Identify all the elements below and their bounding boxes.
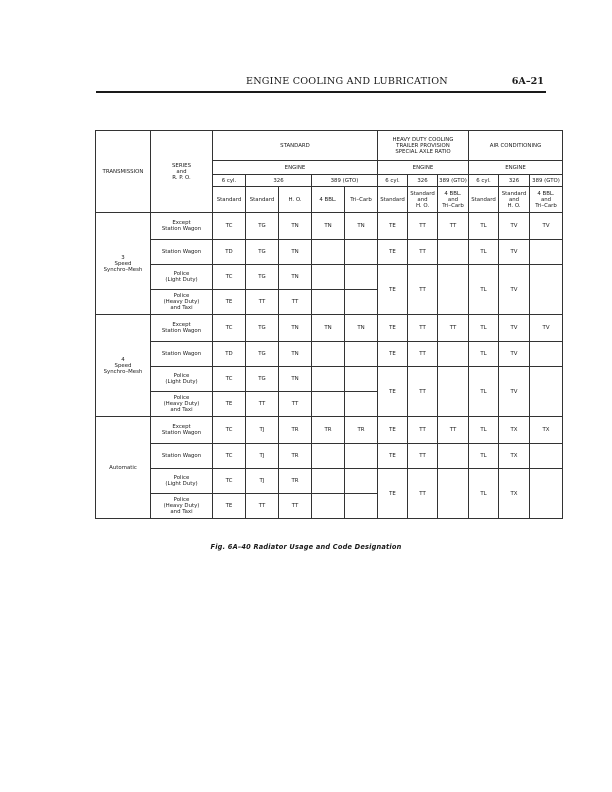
code-cell: TL bbox=[469, 444, 499, 469]
code-cell: TL bbox=[469, 265, 499, 315]
code-cell: TV bbox=[499, 240, 530, 265]
empty-cell bbox=[345, 367, 378, 392]
code-cell: TC bbox=[213, 213, 246, 240]
code-cell: TG bbox=[246, 265, 279, 290]
code-cell: TL bbox=[469, 469, 499, 519]
series-header: SERIES and R. P. O. bbox=[151, 131, 213, 213]
series-police-light-duty: Police (Light Duty) bbox=[151, 469, 213, 494]
empty-cell bbox=[345, 342, 378, 367]
code-cell: TE bbox=[213, 290, 246, 315]
empty-cell bbox=[345, 494, 378, 519]
empty-cell bbox=[530, 367, 563, 417]
code-cell: TT bbox=[438, 417, 469, 444]
carb-header: Standard bbox=[246, 187, 279, 213]
empty-cell bbox=[345, 392, 378, 417]
code-cell: TG bbox=[246, 213, 279, 240]
empty-cell bbox=[530, 444, 563, 469]
engine-326-header: 326 bbox=[499, 175, 530, 187]
code-cell: TR bbox=[279, 444, 312, 469]
code-cell: TT bbox=[246, 494, 279, 519]
empty-cell bbox=[345, 290, 378, 315]
code-cell: TV bbox=[499, 265, 530, 315]
empty-cell bbox=[312, 392, 345, 417]
engine-header: ENGINE bbox=[378, 161, 469, 175]
code-cell: TE bbox=[378, 367, 408, 417]
code-cell: TT bbox=[408, 315, 438, 342]
code-cell: TE bbox=[378, 417, 408, 444]
engine-389-header: 389 (GTO) bbox=[438, 175, 469, 187]
code-cell: TC bbox=[213, 417, 246, 444]
carb-header: Standard bbox=[213, 187, 246, 213]
code-cell: TR bbox=[312, 417, 345, 444]
code-cell: TT bbox=[408, 213, 438, 240]
code-cell: TT bbox=[408, 240, 438, 265]
code-cell: TJ bbox=[246, 444, 279, 469]
empty-cell bbox=[312, 342, 345, 367]
transmission-header: TRANSMISSION bbox=[96, 131, 151, 213]
series-except-station-wagon: Except Station Wagon bbox=[151, 417, 213, 444]
code-cell: TX bbox=[530, 417, 563, 444]
code-cell: TV bbox=[499, 315, 530, 342]
series-except-station-wagon: Except Station Wagon bbox=[151, 213, 213, 240]
engine-header: ENGINE bbox=[213, 161, 378, 175]
code-cell: TN bbox=[345, 315, 378, 342]
code-cell: TE bbox=[378, 265, 408, 315]
code-cell: TR bbox=[345, 417, 378, 444]
empty-cell bbox=[312, 367, 345, 392]
empty-cell bbox=[438, 469, 469, 519]
carb-header: Tri–Carb bbox=[345, 187, 378, 213]
empty-cell bbox=[530, 240, 563, 265]
transmission-3-speed: 3 Speed Synchro–Mesh bbox=[96, 213, 151, 315]
series-station-wagon: Station Wagon bbox=[151, 240, 213, 265]
empty-cell bbox=[312, 265, 345, 290]
code-cell: TN bbox=[279, 213, 312, 240]
code-cell: TC bbox=[213, 469, 246, 494]
code-cell: TV bbox=[499, 367, 530, 417]
code-cell: TN bbox=[279, 240, 312, 265]
code-cell: TR bbox=[279, 469, 312, 494]
series-police-heavy-duty: Police (Heavy Duty) and Taxi bbox=[151, 494, 213, 519]
code-cell: TT bbox=[438, 315, 469, 342]
transmission-4-speed: 4 Speed Synchro–Mesh bbox=[96, 315, 151, 417]
code-cell: TN bbox=[312, 315, 345, 342]
air-conditioning-group-header: AIR CONDITIONING bbox=[469, 131, 563, 161]
code-cell: TC bbox=[213, 367, 246, 392]
code-cell: TG bbox=[246, 240, 279, 265]
code-cell: TC bbox=[213, 444, 246, 469]
engine-389-header: 389 (GTO) bbox=[312, 175, 378, 187]
carb-header: Standard bbox=[378, 187, 408, 213]
code-cell: TT bbox=[279, 392, 312, 417]
code-cell: TV bbox=[499, 342, 530, 367]
heavy-duty-group-header: HEAVY DUTY COOLING TRAILER PROVISION SPECIAL AXLE RATIO bbox=[378, 131, 469, 161]
code-cell: TD bbox=[213, 342, 246, 367]
empty-cell bbox=[438, 265, 469, 315]
code-cell: TN bbox=[279, 367, 312, 392]
code-cell: TC bbox=[213, 315, 246, 342]
code-cell: TD bbox=[213, 240, 246, 265]
code-cell: TL bbox=[469, 240, 499, 265]
code-cell: TT bbox=[408, 367, 438, 417]
engine-6cyl-header: 6 cyl. bbox=[213, 175, 246, 187]
code-cell: TL bbox=[469, 315, 499, 342]
code-cell: TT bbox=[408, 444, 438, 469]
series-station-wagon: Station Wagon bbox=[151, 444, 213, 469]
carb-header: Standard bbox=[469, 187, 499, 213]
empty-cell bbox=[438, 444, 469, 469]
engine-326-header: 326 bbox=[246, 175, 312, 187]
page-header bbox=[96, 74, 546, 90]
code-cell: TT bbox=[408, 342, 438, 367]
empty-cell bbox=[345, 444, 378, 469]
code-cell: TN bbox=[279, 342, 312, 367]
empty-cell bbox=[438, 240, 469, 265]
code-cell: TG bbox=[246, 342, 279, 367]
code-cell: TN bbox=[279, 315, 312, 342]
code-cell: TX bbox=[499, 417, 530, 444]
code-cell: TE bbox=[213, 494, 246, 519]
code-cell: TV bbox=[530, 315, 563, 342]
empty-cell bbox=[312, 494, 345, 519]
empty-cell bbox=[312, 444, 345, 469]
empty-cell bbox=[312, 240, 345, 265]
code-cell: TT bbox=[408, 469, 438, 519]
code-cell: TE bbox=[378, 342, 408, 367]
empty-cell bbox=[345, 265, 378, 290]
code-cell: TV bbox=[530, 213, 563, 240]
code-cell: TT bbox=[408, 265, 438, 315]
code-cell: TT bbox=[408, 417, 438, 444]
code-cell: TE bbox=[213, 392, 246, 417]
page-number: 6A–21 bbox=[511, 76, 544, 87]
carb-header: H. O. bbox=[279, 187, 312, 213]
series-police-heavy-duty: Police (Heavy Duty) and Taxi bbox=[151, 392, 213, 417]
empty-cell bbox=[530, 342, 563, 367]
code-cell: TJ bbox=[246, 417, 279, 444]
code-cell: TG bbox=[246, 367, 279, 392]
empty-cell bbox=[530, 469, 563, 519]
figure-caption: Fig. 6A–40 Radiator Usage and Code Designation bbox=[210, 543, 402, 551]
section-title: ENGINE COOLING AND LUBRICATION bbox=[246, 76, 448, 87]
standard-group-header: STANDARD bbox=[213, 131, 378, 161]
code-cell: TC bbox=[213, 265, 246, 290]
code-cell: TG bbox=[246, 315, 279, 342]
series-except-station-wagon: Except Station Wagon bbox=[151, 315, 213, 342]
empty-cell bbox=[312, 469, 345, 494]
engine-6cyl-header: 6 cyl. bbox=[378, 175, 408, 187]
engine-389-header: 389 (GTO) bbox=[530, 175, 563, 187]
code-cell: TR bbox=[279, 417, 312, 444]
code-cell: TL bbox=[469, 213, 499, 240]
engine-6cyl-header: 6 cyl. bbox=[469, 175, 499, 187]
empty-cell bbox=[345, 240, 378, 265]
code-cell: TE bbox=[378, 469, 408, 519]
empty-cell bbox=[438, 342, 469, 367]
code-cell: TL bbox=[469, 342, 499, 367]
empty-cell bbox=[438, 367, 469, 417]
code-cell: TX bbox=[499, 444, 530, 469]
empty-cell bbox=[345, 469, 378, 494]
series-police-light-duty: Police (Light Duty) bbox=[151, 367, 213, 392]
carb-header: 4 BBL. and Tri–Carb bbox=[438, 187, 469, 213]
code-cell: TE bbox=[378, 213, 408, 240]
code-cell: TV bbox=[499, 213, 530, 240]
code-cell: TE bbox=[378, 315, 408, 342]
code-cell: TN bbox=[312, 213, 345, 240]
code-cell: TT bbox=[279, 290, 312, 315]
code-cell: TT bbox=[246, 392, 279, 417]
code-cell: TT bbox=[246, 290, 279, 315]
series-station-wagon: Station Wagon bbox=[151, 342, 213, 367]
radiator-usage-table bbox=[95, 130, 563, 519]
series-police-light-duty: Police (Light Duty) bbox=[151, 265, 213, 290]
carb-header: 4 BBL. bbox=[312, 187, 345, 213]
header-rule bbox=[96, 91, 546, 93]
series-police-heavy-duty: Police (Heavy Duty) and Taxi bbox=[151, 290, 213, 315]
engine-326-header: 326 bbox=[408, 175, 438, 187]
empty-cell bbox=[312, 290, 345, 315]
carb-header: 4 BBL. and Tri–Carb bbox=[530, 187, 563, 213]
code-cell: TL bbox=[469, 417, 499, 444]
carb-header: Standard and H. O. bbox=[499, 187, 530, 213]
carb-header: Standard and H. O. bbox=[408, 187, 438, 213]
code-cell: TT bbox=[279, 494, 312, 519]
code-cell: TE bbox=[378, 444, 408, 469]
code-cell: TL bbox=[469, 367, 499, 417]
code-cell: TJ bbox=[246, 469, 279, 494]
engine-header: ENGINE bbox=[469, 161, 563, 175]
code-cell: TN bbox=[345, 213, 378, 240]
empty-cell bbox=[530, 265, 563, 315]
code-cell: TX bbox=[499, 469, 530, 519]
transmission-automatic: Automatic bbox=[96, 417, 151, 519]
code-cell: TE bbox=[378, 240, 408, 265]
code-cell: TN bbox=[279, 265, 312, 290]
code-cell: TT bbox=[438, 213, 469, 240]
